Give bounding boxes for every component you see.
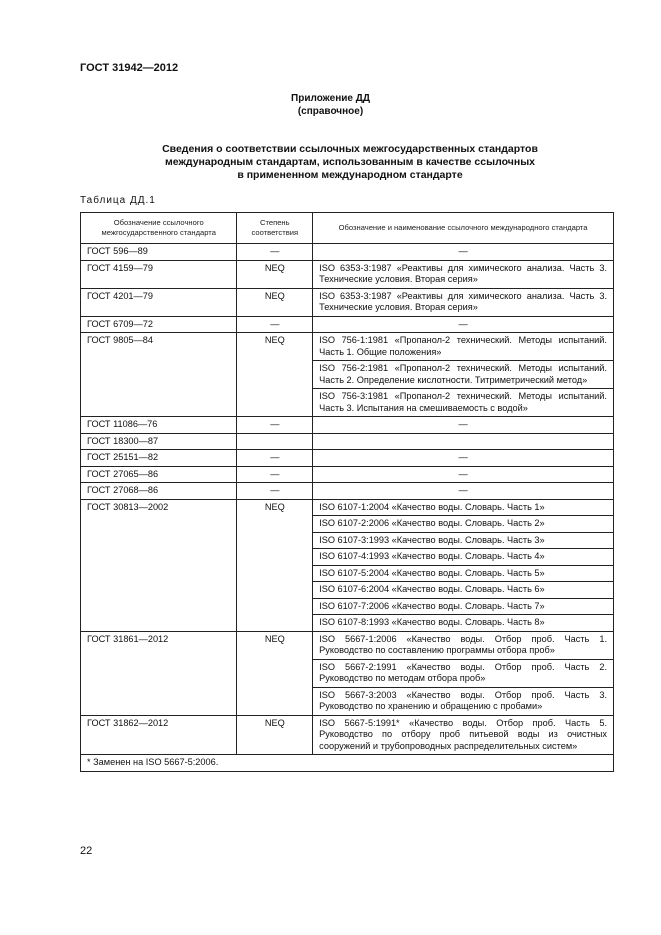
gost-designation-cell: ГОСТ 31862—2012 (81, 715, 237, 755)
table-row (81, 288, 614, 316)
gost-designation-cell: ГОСТ 4159—79 (81, 260, 237, 288)
international-standard-cell: ISO 5667-1:2006 «Качество воды. Отбор проб. Часть 1. Руководство по составлению программы отбора проб» (313, 631, 614, 659)
table-header-row (81, 213, 614, 244)
international-standard-cell: — (313, 244, 614, 261)
conformity-degree-cell: — (237, 450, 313, 467)
gost-designation-cell: ГОСТ 27068—86 (81, 483, 237, 500)
conformity-degree-cell: — (237, 483, 313, 500)
international-standard-cell: — (313, 316, 614, 333)
international-standard-cell: — (313, 466, 614, 483)
international-standard-cell: ISO 6107-5:2004 «Качество воды. Словарь. Часть 5» (313, 565, 614, 582)
conformity-degree-cell: NEQ (237, 333, 313, 417)
heading-line: в примененном международном стандарте (237, 169, 463, 181)
page-number: 22 (80, 845, 93, 857)
international-standard-cell: ISO 6353-3:1987 «Реактивы для химического анализа. Часть 3. Технические условия. Вторая серия» (313, 260, 614, 288)
table-row (81, 316, 614, 333)
international-standard-cell: ISO 756-3:1981 «Пропанол-2 технический. Методы испытаний. Часть 3. Испытания на смешиваемость с водой» (313, 389, 614, 417)
international-standard-cell: ISO 6353-3:1987 «Реактивы для химического анализа. Часть 3. Технические условия. Вторая серия» (313, 288, 614, 316)
table-row (81, 333, 614, 361)
table-row (81, 417, 614, 434)
conformity-degree-cell: — (237, 244, 313, 261)
gost-designation-cell: ГОСТ 4201—79 (81, 288, 237, 316)
international-standard-cell: ISO 6107-2:2006 «Качество воды. Словарь. Часть 2» (313, 516, 614, 533)
international-standard-cell: ISO 5667-3:2003 «Качество воды. Отбор проб. Часть 3. Руководство по хранению и обращению с пробами» (313, 687, 614, 715)
gost-designation-cell: ГОСТ 25151—82 (81, 450, 237, 467)
annex-heading (0, 92, 661, 118)
international-standard-cell: — (313, 483, 614, 500)
international-standard-cell: ISO 5667-5:1991* «Качество воды. Отбор проб. Часть 5. Руководство по отбору проб питьевой воды из очистных сооружений и трубопроводных распределительных систем» (313, 715, 614, 755)
gost-designation-cell: ГОСТ 9805—84 (81, 333, 237, 417)
international-standard-cell: ISO 6107-8:1993 «Качество воды. Словарь. Часть 8» (313, 615, 614, 632)
international-standard-cell: ISO 6107-3:1993 «Качество воды. Словарь. Часть 3» (313, 532, 614, 549)
international-standard-cell: ISO 756-1:1981 «Пропанол-2 технический. Методы испытаний. Часть 1. Общие положения» (313, 333, 614, 361)
heading-line: международным стандартам, использованным в качестве ссылочных (164, 156, 535, 168)
section-heading (100, 143, 600, 182)
conformity-degree-cell: NEQ (237, 715, 313, 755)
table-row (81, 244, 614, 261)
gost-designation-cell: ГОСТ 18300—87 (81, 433, 237, 450)
correspondence-table (80, 212, 614, 772)
conformity-degree-cell: NEQ (237, 260, 313, 288)
international-standard-cell: ISO 6107-7:2006 «Качество воды. Словарь. Часть 7» (313, 598, 614, 615)
conformity-degree-cell: NEQ (237, 288, 313, 316)
column-header-international: Обозначение и наименование ссылочного международного стандарта (313, 213, 614, 244)
table-label: Таблица ДД.1 (80, 195, 156, 206)
table-row (81, 260, 614, 288)
conformity-degree-cell: NEQ (237, 631, 313, 715)
international-standard-cell: ISO 6107-6:2004 «Качество воды. Словарь. Часть 6» (313, 582, 614, 599)
document-code: ГОСТ 31942—2012 (80, 62, 179, 74)
table-body (81, 244, 614, 755)
column-header-gost: Обозначение ссылочного межгосударственного стандарта (81, 213, 237, 244)
international-standard-cell: — (313, 417, 614, 434)
gost-designation-cell: ГОСТ 30813—2002 (81, 499, 237, 631)
table-row (81, 450, 614, 467)
international-standard-cell: ISO 6107-4:1993 «Качество воды. Словарь. Часть 4» (313, 549, 614, 566)
table-row (81, 631, 614, 659)
international-standard-cell (313, 433, 614, 450)
gost-designation-cell: ГОСТ 6709—72 (81, 316, 237, 333)
table-row (81, 499, 614, 516)
gost-designation-cell: ГОСТ 596—89 (81, 244, 237, 261)
conformity-degree-cell: — (237, 417, 313, 434)
conformity-degree-cell: — (237, 316, 313, 333)
heading-line: Сведения о соответствии ссылочных межгосударственных стандартов (162, 143, 538, 155)
gost-designation-cell: ГОСТ 27065—86 (81, 466, 237, 483)
table-row (81, 715, 614, 755)
international-standard-cell: — (313, 450, 614, 467)
table-row (81, 483, 614, 500)
international-standard-cell: ISO 5667-2:1991 «Качество воды. Отбор проб. Часть 2. Руководство по методам отбора проб» (313, 659, 614, 687)
table-footnote: * Заменен на ISO 5667-5:2006. (81, 755, 614, 772)
annex-subtitle: (справочное) (297, 106, 364, 117)
international-standard-cell: ISO 756-2:1981 «Пропанол-2 технический. Методы испытаний. Часть 2. Определение кислотности. Титриметрический метод» (313, 361, 614, 389)
conformity-degree-cell: — (237, 466, 313, 483)
gost-designation-cell: ГОСТ 11086—76 (81, 417, 237, 434)
table-row (81, 466, 614, 483)
gost-designation-cell: ГОСТ 31861—2012 (81, 631, 237, 715)
column-header-degree: Степень соответствия (237, 213, 313, 244)
annex-title: Приложение ДД (291, 93, 370, 104)
footnote-row (81, 755, 614, 772)
conformity-degree-cell: NEQ (237, 499, 313, 631)
conformity-degree-cell (237, 433, 313, 450)
table-row (81, 433, 614, 450)
international-standard-cell: ISO 6107-1:2004 «Качество воды. Словарь. Часть 1» (313, 499, 614, 516)
